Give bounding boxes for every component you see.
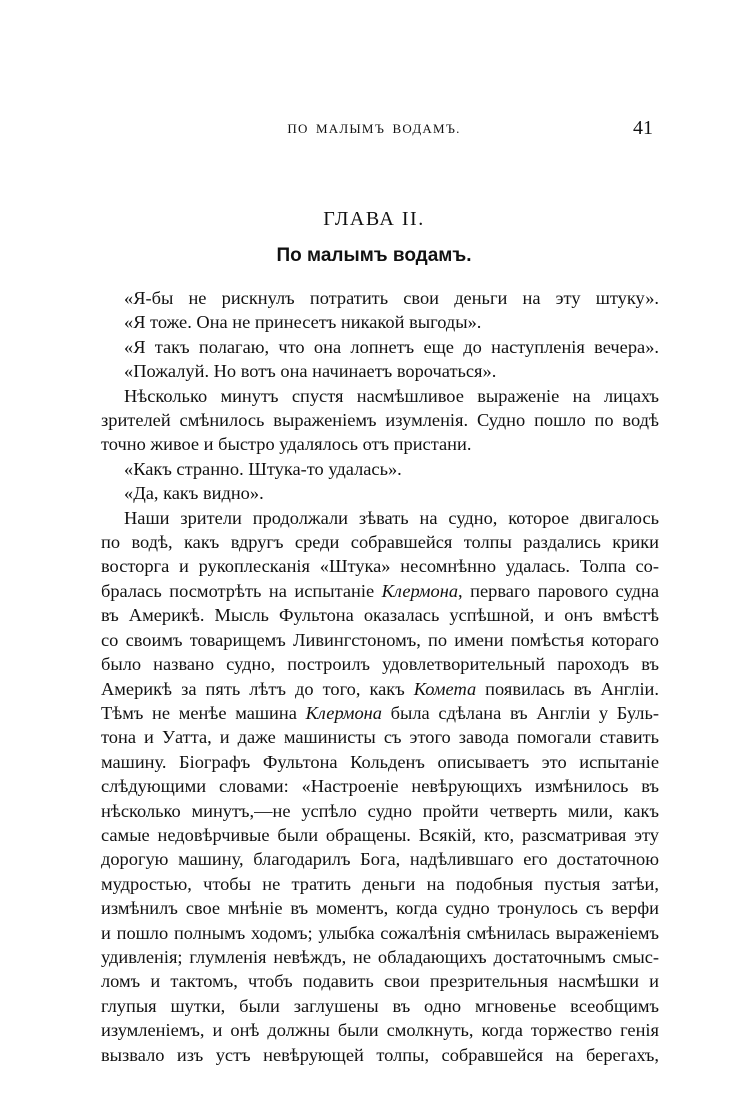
body-text [101, 286, 659, 1067]
paragraph [101, 359, 659, 383]
paragraph [101, 506, 659, 1067]
running-head [0, 117, 748, 141]
text-run: была сдѣлана въ Англіи у Буль- [381, 702, 659, 723]
text-line: дорогую машину, благодарилъ Бога, надѣлившаго его достаточною [101, 849, 659, 870]
paragraph [101, 481, 659, 505]
text-line: со своимъ товарищемъ Ливингстономъ, по имени помѣстья котораго [101, 629, 659, 650]
text-line: восторга и рукоплесканія «Штука» несомнѣнно удалась. Толпа со- [101, 556, 659, 577]
text-line: глупыя шутки, были заглушены въ одно мгновенье всеобщимъ [101, 995, 659, 1016]
text-line: слѣдующими словами: «Настроеніе невѣрующихъ измѣнилось въ [101, 776, 659, 797]
text-line [101, 677, 659, 701]
text-line: по водѣ, какъ вдругъ среди собравшейся толпы раздались крики [101, 532, 659, 553]
text-run: , перваго парового судна [458, 580, 659, 601]
text-line: изумленіемъ, и онѣ должны были смолкнуть, когда торжество генія [101, 1020, 659, 1041]
ship-name-comet: Комета [413, 678, 477, 699]
text-run: бралась посмотрѣть на испытаніе [101, 580, 382, 601]
text-line: было названо судно, построилъ удовлетворительный пароходъ въ [101, 654, 659, 675]
text-line [101, 579, 659, 603]
text-run: Тѣмъ не менѣе машина [101, 702, 306, 723]
paragraph [101, 335, 659, 359]
text-run: появилась въ Англіи. [476, 678, 659, 699]
text-line: «Пожалуй. Но вотъ она начинаетъ ворочаться». [124, 361, 497, 382]
text-line: тона и Уатта, и даже машинисты съ этого завода помогали ставить [101, 727, 659, 748]
ship-name-clermont: Клермона [305, 702, 382, 723]
text-line: измѣнилъ свое мнѣніе въ моментъ, когда судно тронулось съ верфи [101, 898, 659, 919]
text-line: «Я тоже. Она не принесетъ никакой выгоды». [124, 312, 482, 333]
paragraph [101, 310, 659, 334]
chapter-label: ГЛАВА II. [323, 208, 425, 230]
text-line: въ Америкѣ. Мысль Фультона оказалась успѣшной, и онъ вмѣстѣ [101, 605, 659, 626]
text-line: удивленія; глумленія невѣждъ, не обладающихъ достаточнымъ смыс- [101, 946, 659, 967]
text-run: Америкѣ за пять лѣтъ до того, какъ [101, 678, 414, 699]
text-line [101, 701, 659, 725]
text-line: точно живое и быстро удалялось отъ пристани. [101, 434, 472, 455]
text-line: «Я-бы не рискнулъ потратить свои деньги на эту штуку». [124, 288, 659, 308]
text-line: и пошло полнымъ ходомъ; улыбка сожалѣнія смѣнилась выраженіемъ [101, 922, 659, 943]
chapter-title: По малымъ водамъ. [276, 245, 472, 266]
ship-name-clermont: Клермона [381, 580, 459, 601]
text-line: машину. Біографъ Фультона Кольденъ описываетъ это испытаніе [101, 751, 659, 772]
text-line: Наши зрители продолжали зѣвать на судно, которое двигалось [124, 507, 659, 528]
text-line: зрителей смѣнилось выраженіемъ изумленія. Судно пошло по водѣ [101, 410, 659, 431]
text-line: мудростью, чтобы не тратить деньги на подобныя пустыя затѣи, [101, 873, 659, 894]
text-line: вызвало изъ устъ невѣрующей толпы, собравшейся на берегахъ, [101, 1044, 659, 1065]
paragraph [101, 384, 659, 457]
text-line: «Я такъ полагаю, что она лопнетъ еще до наступленія вечера». [124, 336, 659, 357]
text-line: нѣсколько минутъ,—не успѣло судно пройти четверть мили, какъ [101, 800, 659, 821]
paragraph [101, 286, 659, 310]
text-line: ломъ и тактомъ, чтобъ подавить свои презрительныя насмѣшки и [101, 971, 659, 992]
paragraph [101, 457, 659, 481]
page-number: 41 [633, 117, 653, 139]
text-line: «Да, какъ видно». [124, 483, 264, 504]
text-line: Нѣсколько минутъ спустя насмѣшливое выраженіе на лицахъ [124, 385, 659, 406]
text-line: самые недовѣрчивые были обращены. Всякій, кто, разсматривая эту [101, 824, 659, 845]
text-line: «Какъ странно. Штука-то удалась». [124, 458, 402, 479]
running-title: ПО МАЛЫМЪ ВОДАМЪ. [287, 121, 461, 136]
